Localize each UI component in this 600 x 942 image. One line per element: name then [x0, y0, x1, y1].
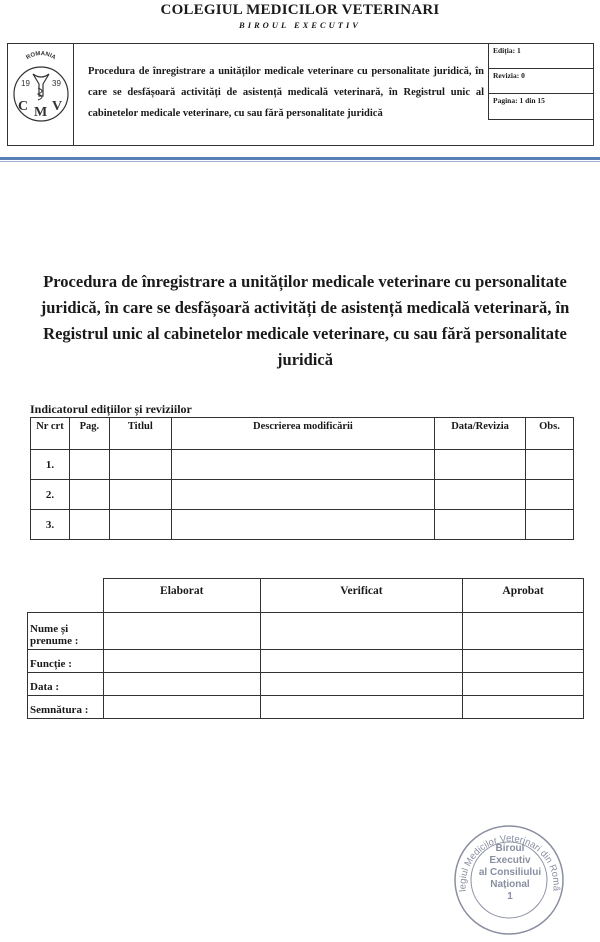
document-header: [7, 43, 594, 146]
table-row: [31, 510, 574, 540]
table-row: [28, 673, 584, 696]
header-procedure-text: Procedura de înregistrare a unităților medicale veterinare cu personalitate juridică, în care se desfășoară activități de asistență medicală veterinară, în Registrul unic al cabinetelor medicale veterinare, cu sau fără personalitate juridică: [88, 66, 484, 119]
row-label-semnatura: Semnătura :: [28, 696, 104, 719]
logo-letter-m: M: [34, 105, 48, 120]
row-number: 1.: [31, 450, 70, 480]
col-descrierea: Descrierea modificării: [171, 418, 434, 450]
table-row: [28, 650, 584, 673]
logo-country-text: ROMANIA: [25, 50, 57, 62]
revisions-table: [30, 417, 574, 540]
stamp-line: al Consiliului: [478, 867, 542, 878]
col-titlul: Titlul: [109, 418, 171, 450]
table-row: [31, 480, 574, 510]
cmv-logo: [8, 44, 74, 145]
col-elaborat: Elaborat: [103, 579, 260, 613]
logo-year-left: 19: [21, 79, 30, 88]
col-data-revizia: Data/Revizia: [435, 418, 526, 450]
approval-table: [27, 578, 584, 719]
organization-name: COLEGIUL MEDICILOR VETERINARI: [160, 2, 440, 18]
table-row: [28, 613, 584, 650]
col-pag: Pag.: [69, 418, 109, 450]
row-label-data: Data :: [28, 673, 104, 696]
table-row: [28, 696, 584, 719]
stamp-text: [470, 843, 550, 903]
stamp-line: 1: [507, 891, 513, 902]
stamp-line: Național: [490, 879, 530, 890]
document-title: Procedura de înregistrare a unităților medicale veterinare cu personalitate juridică, în care se desfășoară activități de asistență medicală veterinară, în Registrul unic al cabinetelor medicale veterinare, cu sau fără personalitate juridică: [40, 272, 570, 369]
logo-letter-c: C: [18, 99, 29, 114]
row-label-nume: Nume și prenume :: [28, 613, 104, 650]
edition-info: [488, 44, 593, 120]
logo-year-right: 39: [52, 79, 61, 88]
header-rule-thin: [0, 161, 600, 162]
table-row: [31, 450, 574, 480]
approval-header-row: [28, 579, 584, 613]
indicator-title: Indicatorul edițiilor și reviziilor: [30, 402, 192, 416]
logo-letter-v: V: [52, 99, 63, 114]
revisions-header-row: [31, 418, 574, 450]
edition-label: Ediția: 1: [489, 44, 593, 69]
stamp-line: Biroul: [495, 843, 525, 854]
svg-text:ROMANIA: [25, 51, 57, 62]
revision-label: Revizia: 0: [489, 69, 593, 94]
stamp-line: Executiv: [489, 855, 531, 866]
row-label-functie: Funcție :: [28, 650, 104, 673]
col-obs: Obs.: [526, 418, 574, 450]
row-number: 2.: [31, 480, 70, 510]
stamp-ring-text: legiul Medicilor Veterinari din Româ: [457, 833, 562, 893]
col-aprobat: Aprobat: [463, 579, 584, 613]
organization-subtitle: BIROUL EXECUTIV: [239, 20, 361, 30]
row-number: 3.: [31, 510, 70, 540]
header-rule: [0, 157, 600, 160]
col-nr-crt: Nr crt: [31, 418, 70, 450]
page-label: Pagina: 1 din 15: [493, 96, 545, 105]
col-verificat: Verificat: [260, 579, 463, 613]
